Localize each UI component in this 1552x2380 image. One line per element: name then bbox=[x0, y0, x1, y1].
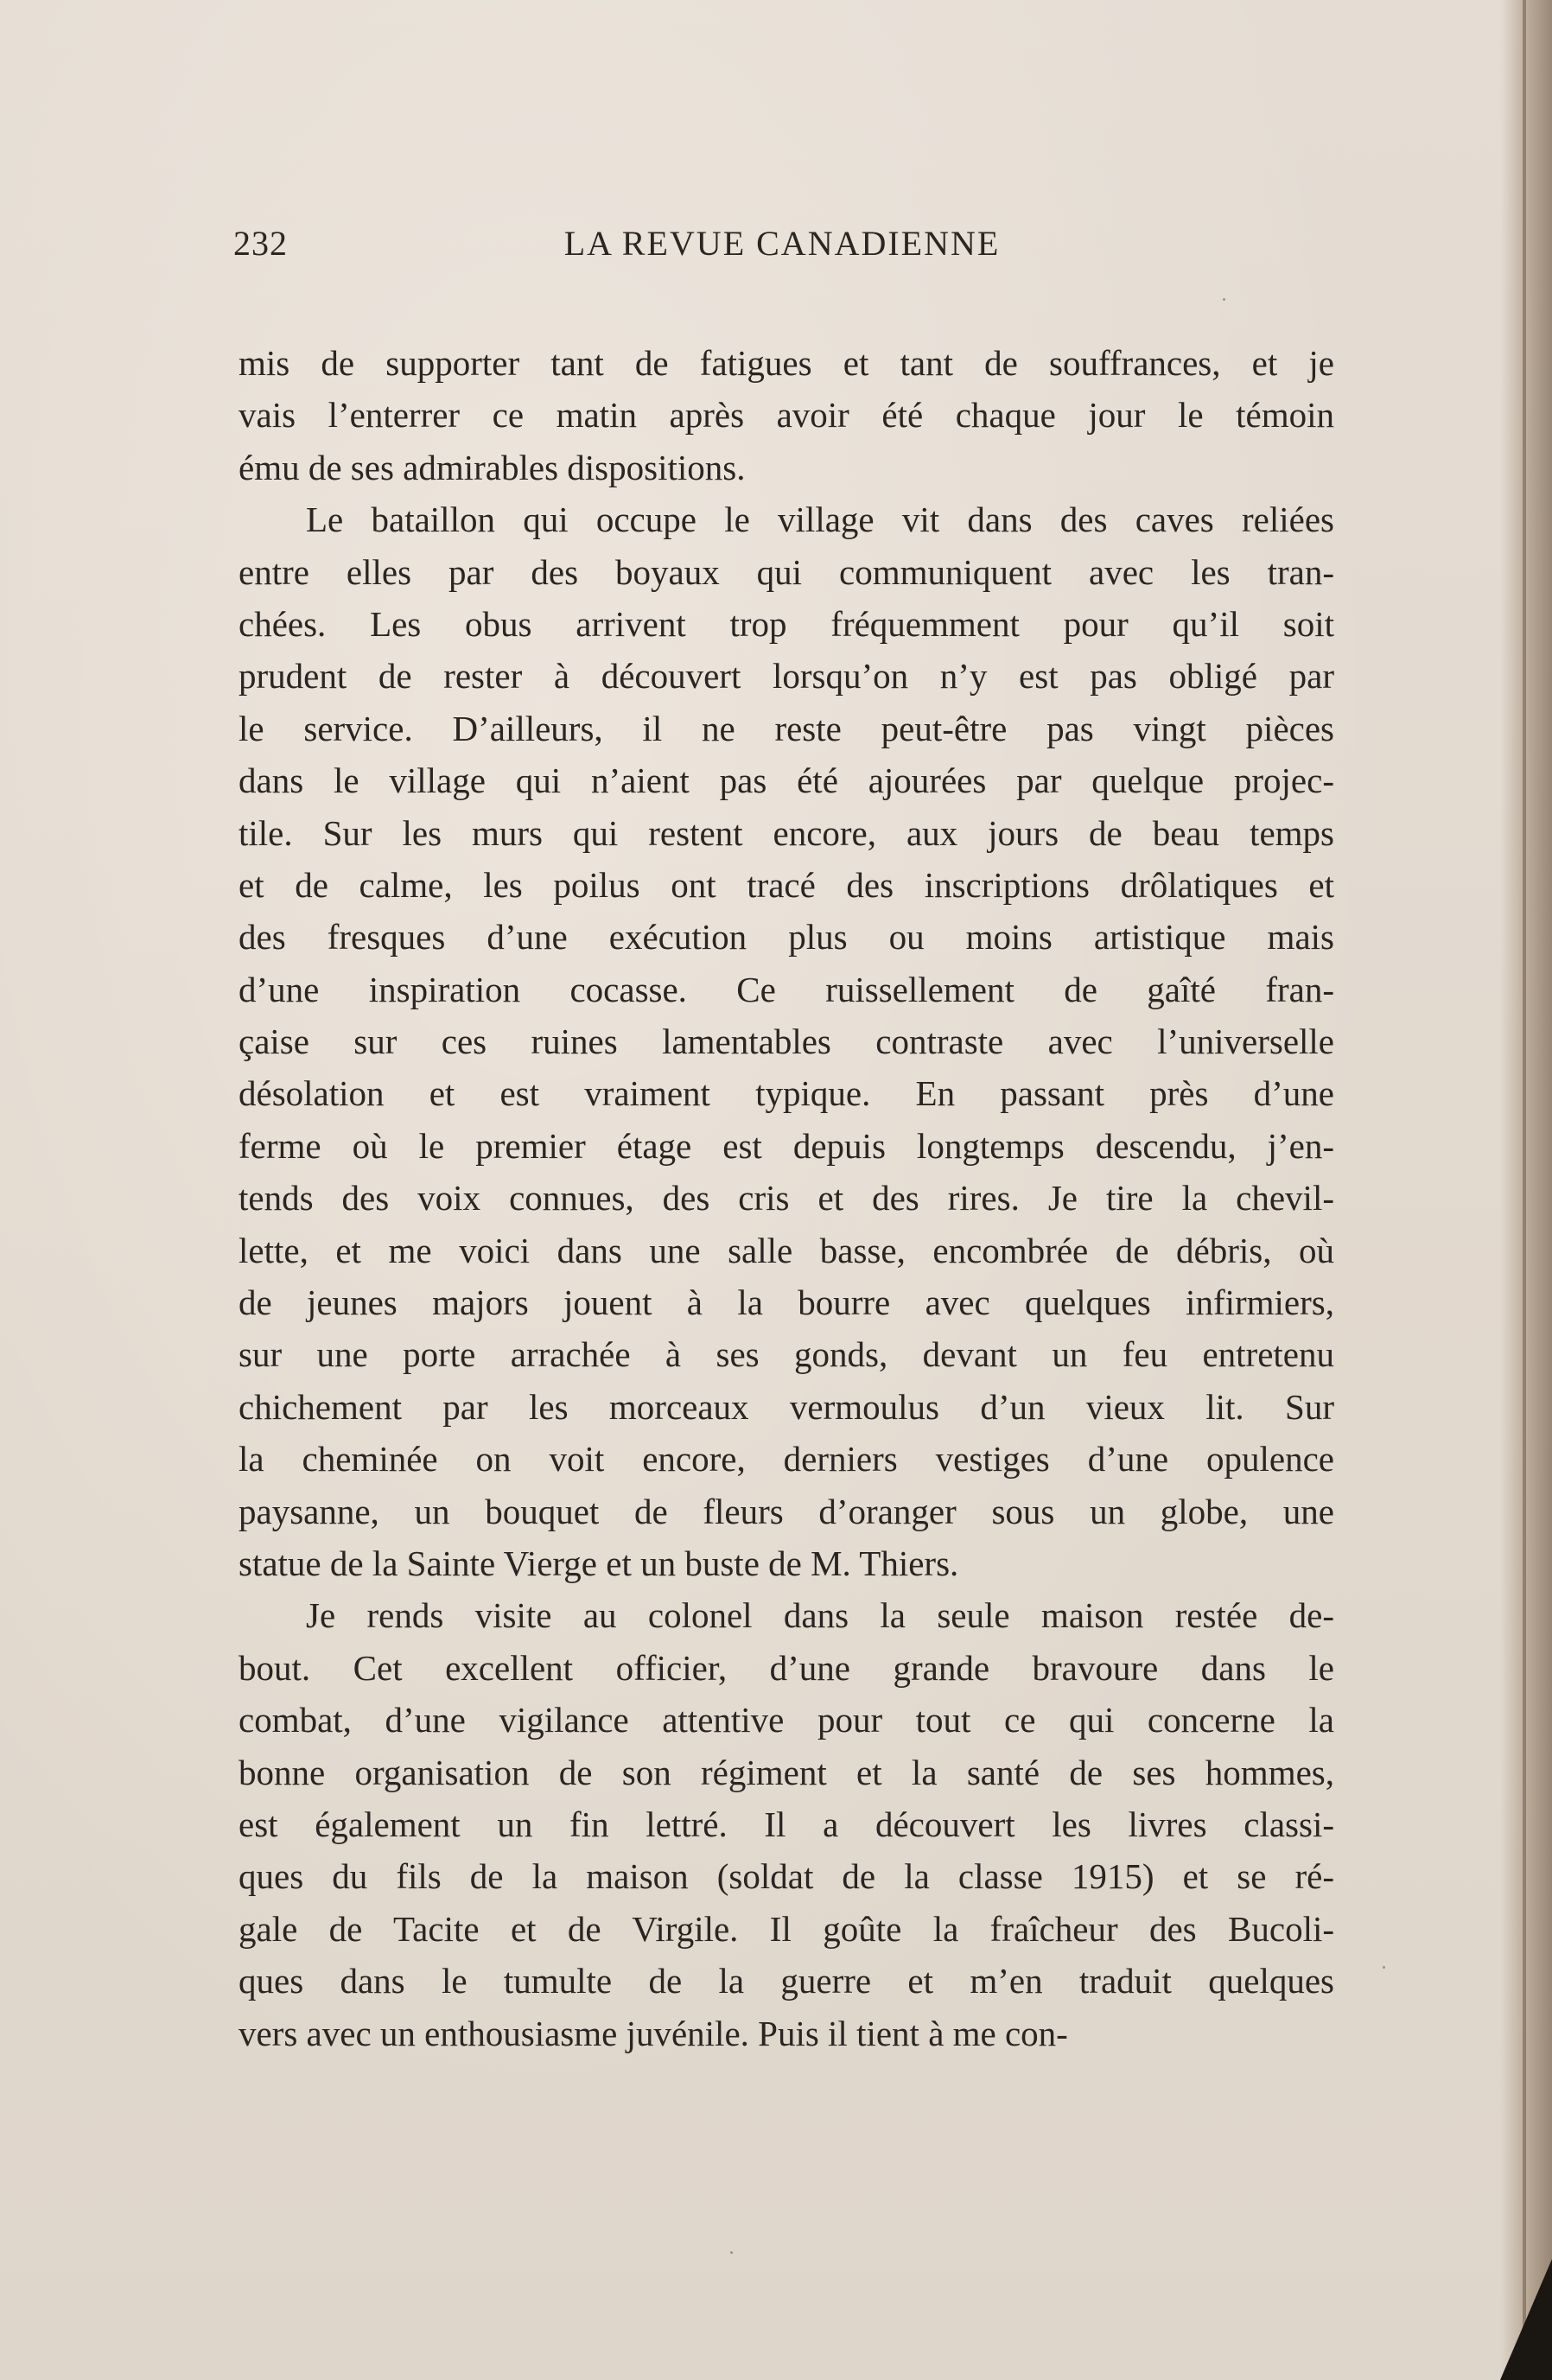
text-line: est également un fin lettré. Il a découvert les livres classi- bbox=[239, 1804, 1334, 1844]
paper-speck bbox=[730, 2251, 733, 2254]
text-line: la cheminée on voit encore, derniers vestiges d’une opulence bbox=[239, 1439, 1334, 1480]
text-line: gale de Tacite et de Virgile. Il goûte la fraîcheur des Bucoli- bbox=[239, 1908, 1334, 1949]
text-line: entre elles par des boyaux qui communiquent avec les tran- bbox=[239, 551, 1334, 592]
text-line: sur une porte arrachée à ses gonds, devant un feu entretenu bbox=[239, 1334, 1334, 1375]
text-line: paysanne, un bouquet de fleurs d’oranger sous un globe, une bbox=[239, 1491, 1334, 1531]
text-line: Le bataillon qui occupe le village vit dans des caves reliées bbox=[306, 500, 1334, 540]
text-line: dans le village qui n’aient pas été ajourées par quelque projec- bbox=[239, 760, 1334, 801]
text-line: ému de ses admirables dispositions. bbox=[239, 447, 746, 487]
text-line: Je rends visite au colonel dans la seule maison restée de- bbox=[306, 1595, 1334, 1636]
text-line: tile. Sur les murs qui restent encore, aux jours de beau temps bbox=[239, 812, 1334, 853]
text-line: mis de supporter tant de fatigues et tant de souffrances, et je bbox=[239, 343, 1334, 383]
text-line: combat, d’une vigilance attentive pour tout ce qui concerne la bbox=[239, 1700, 1334, 1740]
text-line: lette, et me voici dans une salle basse, encombrée de débris, où bbox=[239, 1230, 1334, 1270]
paragraph bbox=[239, 493, 1334, 1589]
text-line: chées. Les obus arrivent trop fréquemment pour qu’il soit bbox=[239, 603, 1334, 644]
text-line: d’une inspiration cocasse. Ce ruissellement de gaîté fran- bbox=[239, 969, 1334, 1009]
page-number: 232 bbox=[233, 224, 288, 263]
paper-speck bbox=[1223, 298, 1225, 301]
body-text bbox=[239, 337, 1334, 2059]
binding-edge bbox=[1523, 0, 1526, 2380]
text-line: ques du fils de la maison (soldat de la classe 1915) et se ré- bbox=[239, 1856, 1334, 1897]
text-line: vers avec un enthousiasme juvénile. Puis il tient à me con- bbox=[239, 2013, 1068, 2053]
text-line: et de calme, les poilus ont tracé des inscriptions drôlatiques et bbox=[239, 864, 1334, 905]
paragraph bbox=[239, 337, 1334, 493]
text-line: prudent de rester à découvert lorsqu’on n’y est pas obligé par bbox=[239, 656, 1334, 697]
text-line: de jeunes majors jouent à la bourre avec quelques infirmiers, bbox=[239, 1282, 1334, 1323]
text-line: le service. D’ailleurs, il ne reste peut-être pas vingt pièces bbox=[239, 708, 1334, 748]
paper-speck bbox=[1383, 1966, 1385, 1969]
text-line: ferme où le premier étage est depuis longtemps descendu, j’en- bbox=[239, 1125, 1334, 1166]
text-line: bonne organisation de son régiment et la santé de ses hommes, bbox=[239, 1752, 1334, 1792]
text-line: des fresques d’une exécution plus ou moins artistique mais bbox=[239, 917, 1334, 958]
text-line: vais l’enterrer ce matin après avoir été chaque jour le témoin bbox=[239, 395, 1334, 436]
journal-title: LA REVUE CANADIENNE bbox=[563, 224, 1001, 263]
running-head bbox=[233, 223, 1331, 266]
text-line: tends des voix connues, des cris et des rires. Je tire la chevil- bbox=[239, 1178, 1334, 1219]
text-line: bout. Cet excellent officier, d’une grande bravoure dans le bbox=[239, 1647, 1334, 1688]
scan-corner-shadow bbox=[1500, 2259, 1552, 2380]
text-line: désolation et est vraiment typique. En passant près d’une bbox=[239, 1073, 1334, 1114]
paragraph bbox=[239, 1589, 1334, 2059]
text-line: statue de la Sainte Vierge et un buste de M. Thiers. bbox=[239, 1543, 959, 1583]
text-line: çaise sur ces ruines lamentables contraste avec l’universelle bbox=[239, 1021, 1334, 1062]
page-edge-shadow bbox=[1500, 0, 1552, 2380]
text-line: chichement par les morceaux vermoulus d’un vieux lit. Sur bbox=[239, 1386, 1334, 1427]
text-line: ques dans le tumulte de la guerre et m’en traduit quelques bbox=[239, 1961, 1334, 2001]
